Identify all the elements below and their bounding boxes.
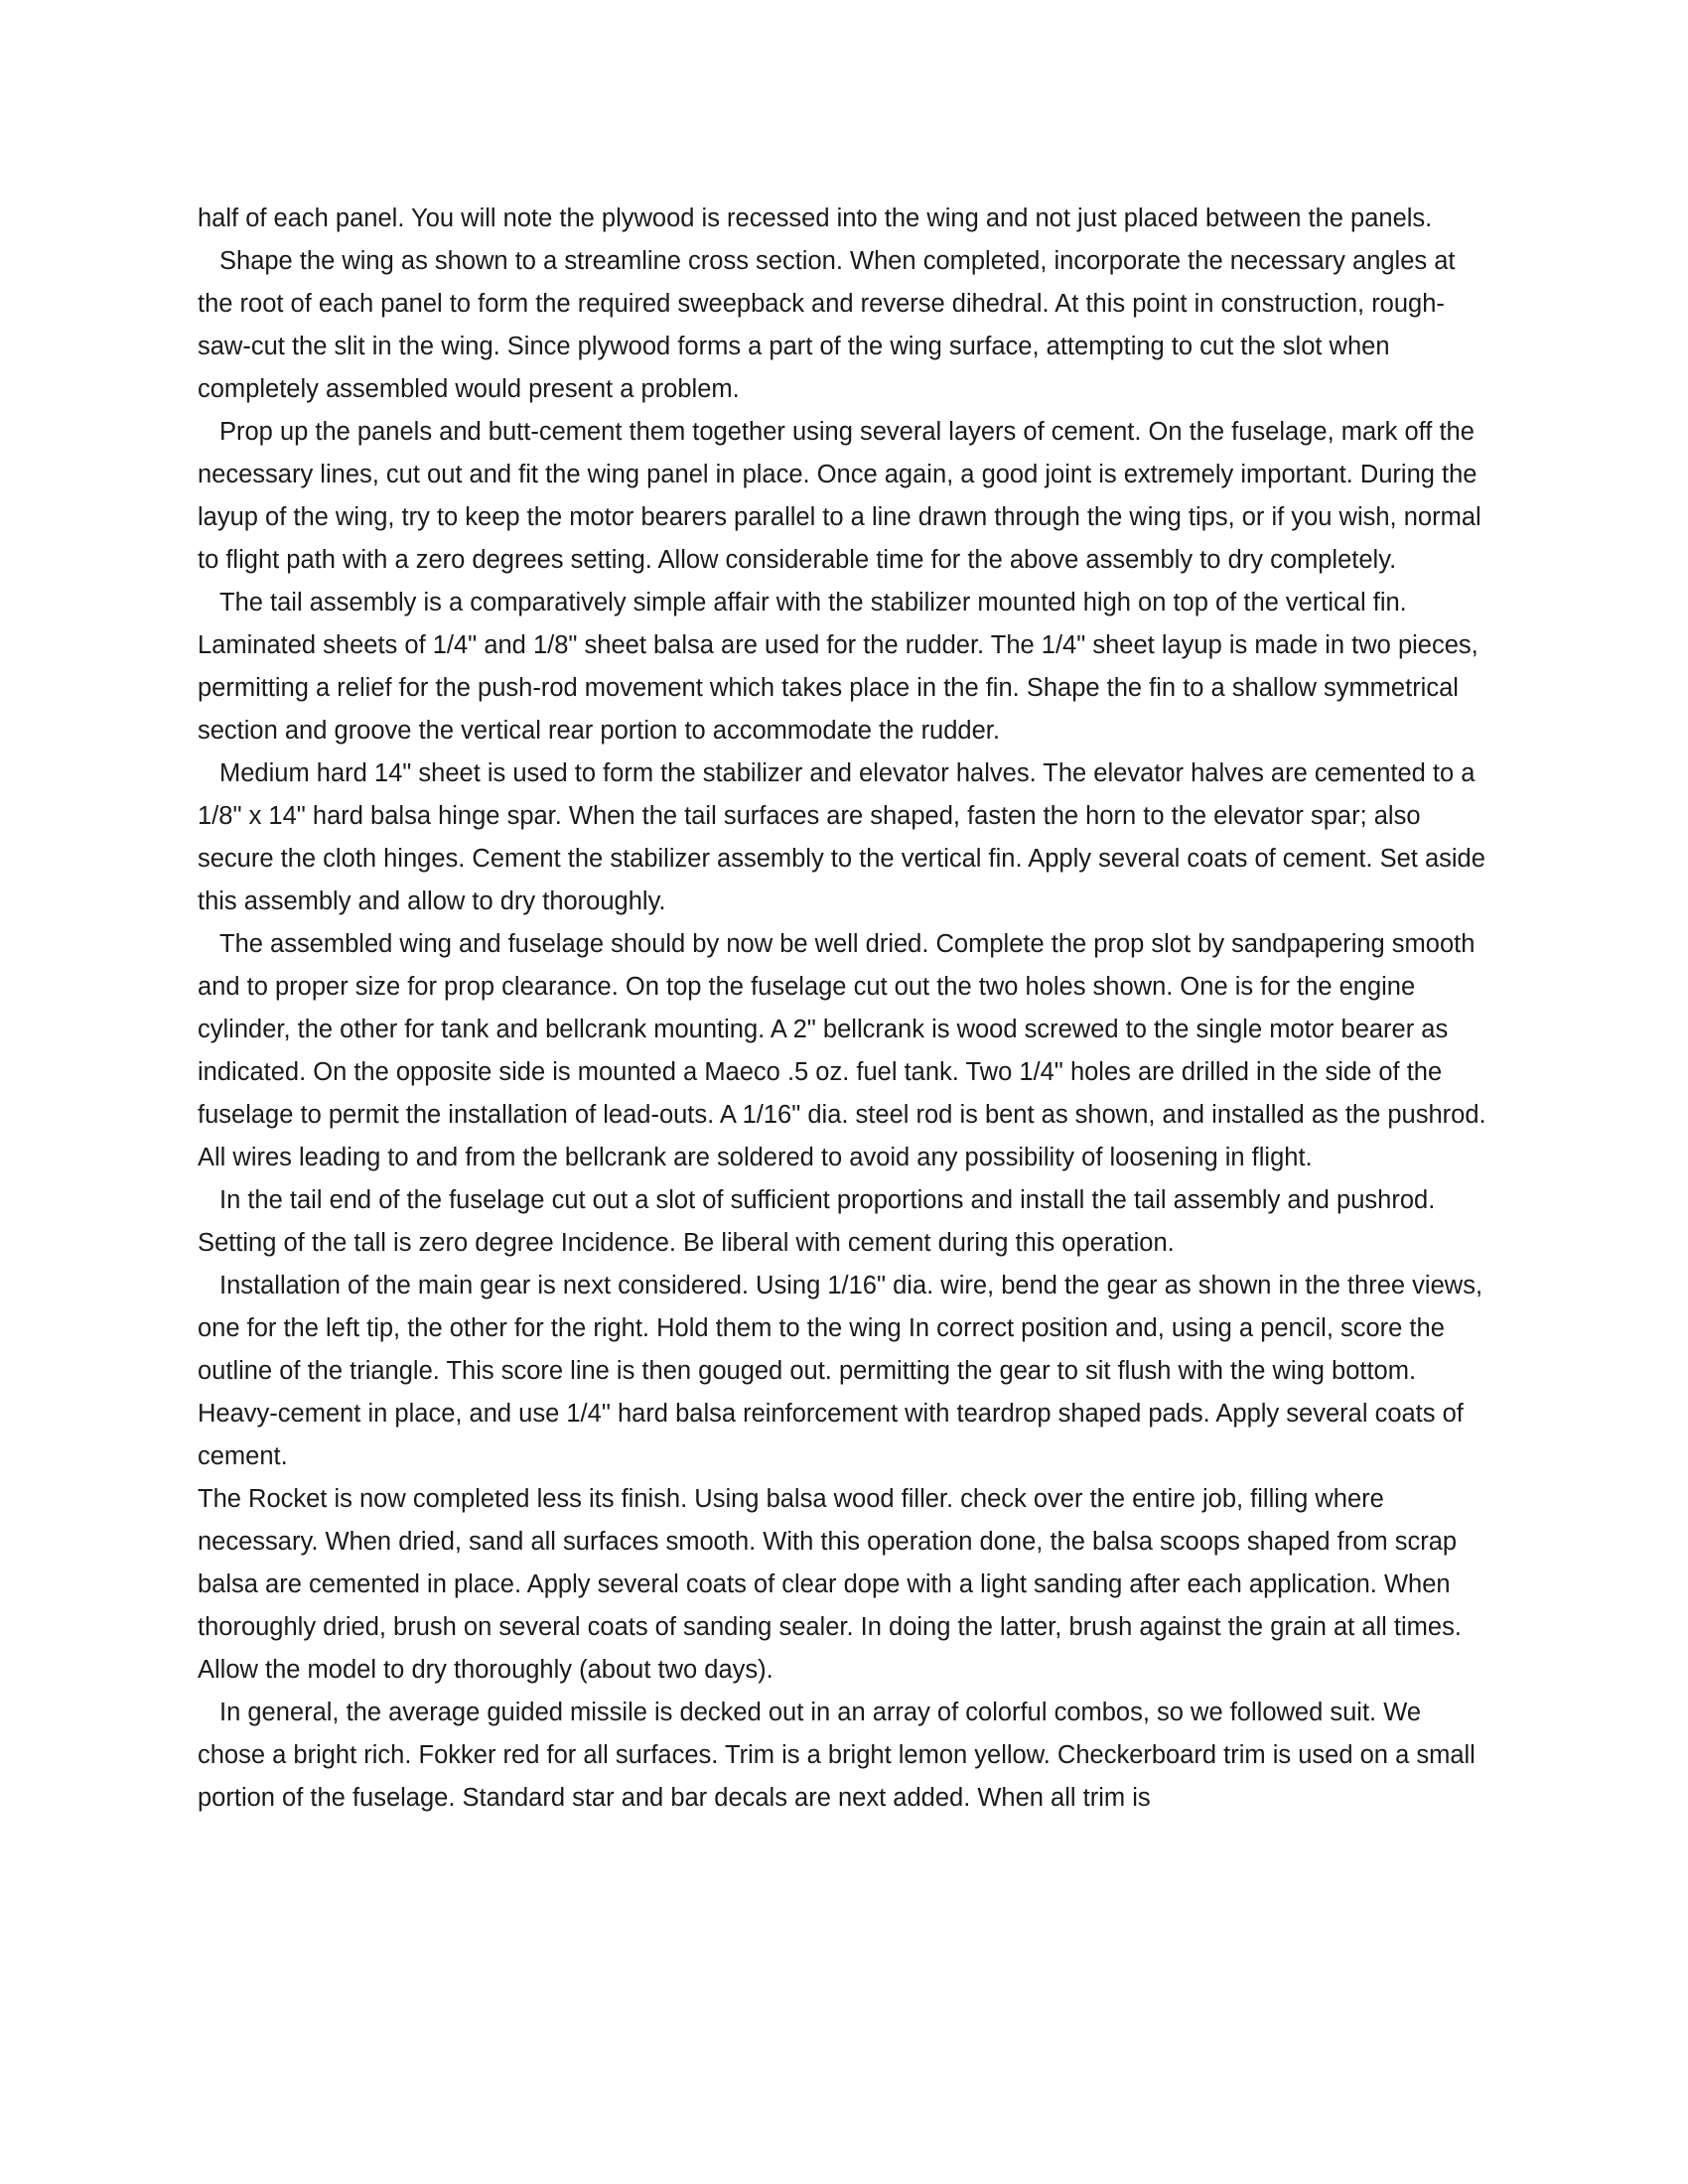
paragraph: The Rocket is now completed less its finish. Using balsa wood filler. check over the entire job, filling where necessary. When dried, sand all surfaces smooth. With this operation done, the balsa scoops shaped from scrap balsa are cemented in place. Apply several coats of clear dope with a light sanding after each application. When thoroughly dried, brush on several coats of sanding sealer. In doing the latter, brush against the grain at all times. Allow the model to dry thoroughly (about two days). (198, 1485, 1462, 1684)
paragraph: half of each panel. You will note the plywood is recessed into the wing and not just placed between the panels. (198, 205, 1433, 232)
paragraph: The tail assembly is a comparatively simple affair with the stabilizer mounted high on top of the vertical fin. Laminated sheets of 1/4" and 1/8" sheet balsa are used for the rudder. The 1/4" sheet layup is made in two pieces, permitting a relief for the push-rod movement which takes place in the fin. Shape the fin to a shallow symmetrical section and groove the vertical rear portion to accommodate the rudder. (198, 589, 1478, 745)
paragraph: Medium hard 14" sheet is used to form the stabilizer and elevator halves. The elevator halves are cemented to a 1/8" x 14" hard balsa hinge spar. When the tail surfaces are shaped, fasten the horn to the elevator spar; also secure the cloth hinges. Cement the stabilizer assembly to the vertical fin. Apply several coats of cement. Set aside this assembly and allow to dry thoroughly. (198, 759, 1485, 915)
paragraph: In the tail end of the fuselage cut out a slot of sufficient proportions and install the tail assembly and pushrod. Setting of the tall is zero degree Incidence. Be liberal with cement during this operation. (198, 1186, 1436, 1257)
paragraph: Installation of the main gear is next considered. Using 1/16" dia. wire, bend the gear as shown in the three views, one for the left tip, the other for the right. Hold them to the wing In correct position and, using a pencil, score the outline of the triangle. This score line is then gouged out. permitting the gear to sit flush with the wing bottom. Heavy-cement in place, and use 1/4" hard balsa reinforcement with teardrop shaped pads. Apply several coats of cement. (198, 1272, 1483, 1470)
body-text (198, 198, 1494, 1820)
paragraph: Shape the wing as shown to a streamline cross section. When completed, incorporate the necessary angles at the root of each panel to form the required sweepback and reverse dihedral. At this point in construction, rough-saw-cut the slit in the wing. Since plywood forms a part of the wing surface, attempting to cut the slot when completely assembled would present a problem. (198, 247, 1456, 403)
paragraph: In general, the average guided missile is decked out in an array of colorful combos, so we followed suit. We chose a bright rich. Fokker red for all surfaces. Trim is a bright lemon yellow. Checkerboard trim is used on a small portion of the fuselage. Standard star and bar decals are next added. When all trim is (198, 1699, 1476, 1812)
paragraph: The assembled wing and fuselage should by now be well dried. Complete the prop slot by sandpapering smooth and to proper size for prop clearance. On top the fuselage cut out the two holes shown. One is for the engine cylinder, the other for tank and bellcrank mounting. A 2" bellcrank is wood screwed to the single motor bearer as indicated. On the opposite side is mounted a Maeco .5 oz. fuel tank. Two 1/4" holes are drilled in the side of the fuselage to permit the installation of lead-outs. A 1/16" dia. steel rod is bent as shown, and installed as the pushrod. All wires leading to and from the bellcrank are soldered to avoid any possibility of loosening in flight. (198, 930, 1486, 1171)
paragraph: Prop up the panels and butt-cement them together using several layers of cement. On the fuselage, mark off the necessary lines, cut out and fit the wing panel in place. Once again, a good joint is extremely important. During the layup of the wing, try to keep the motor bearers parallel to a line drawn through the wing tips, or if you wish, normal to flight path with a zero degrees setting. Allow considerable time for the above assembly to dry completely. (198, 418, 1481, 574)
